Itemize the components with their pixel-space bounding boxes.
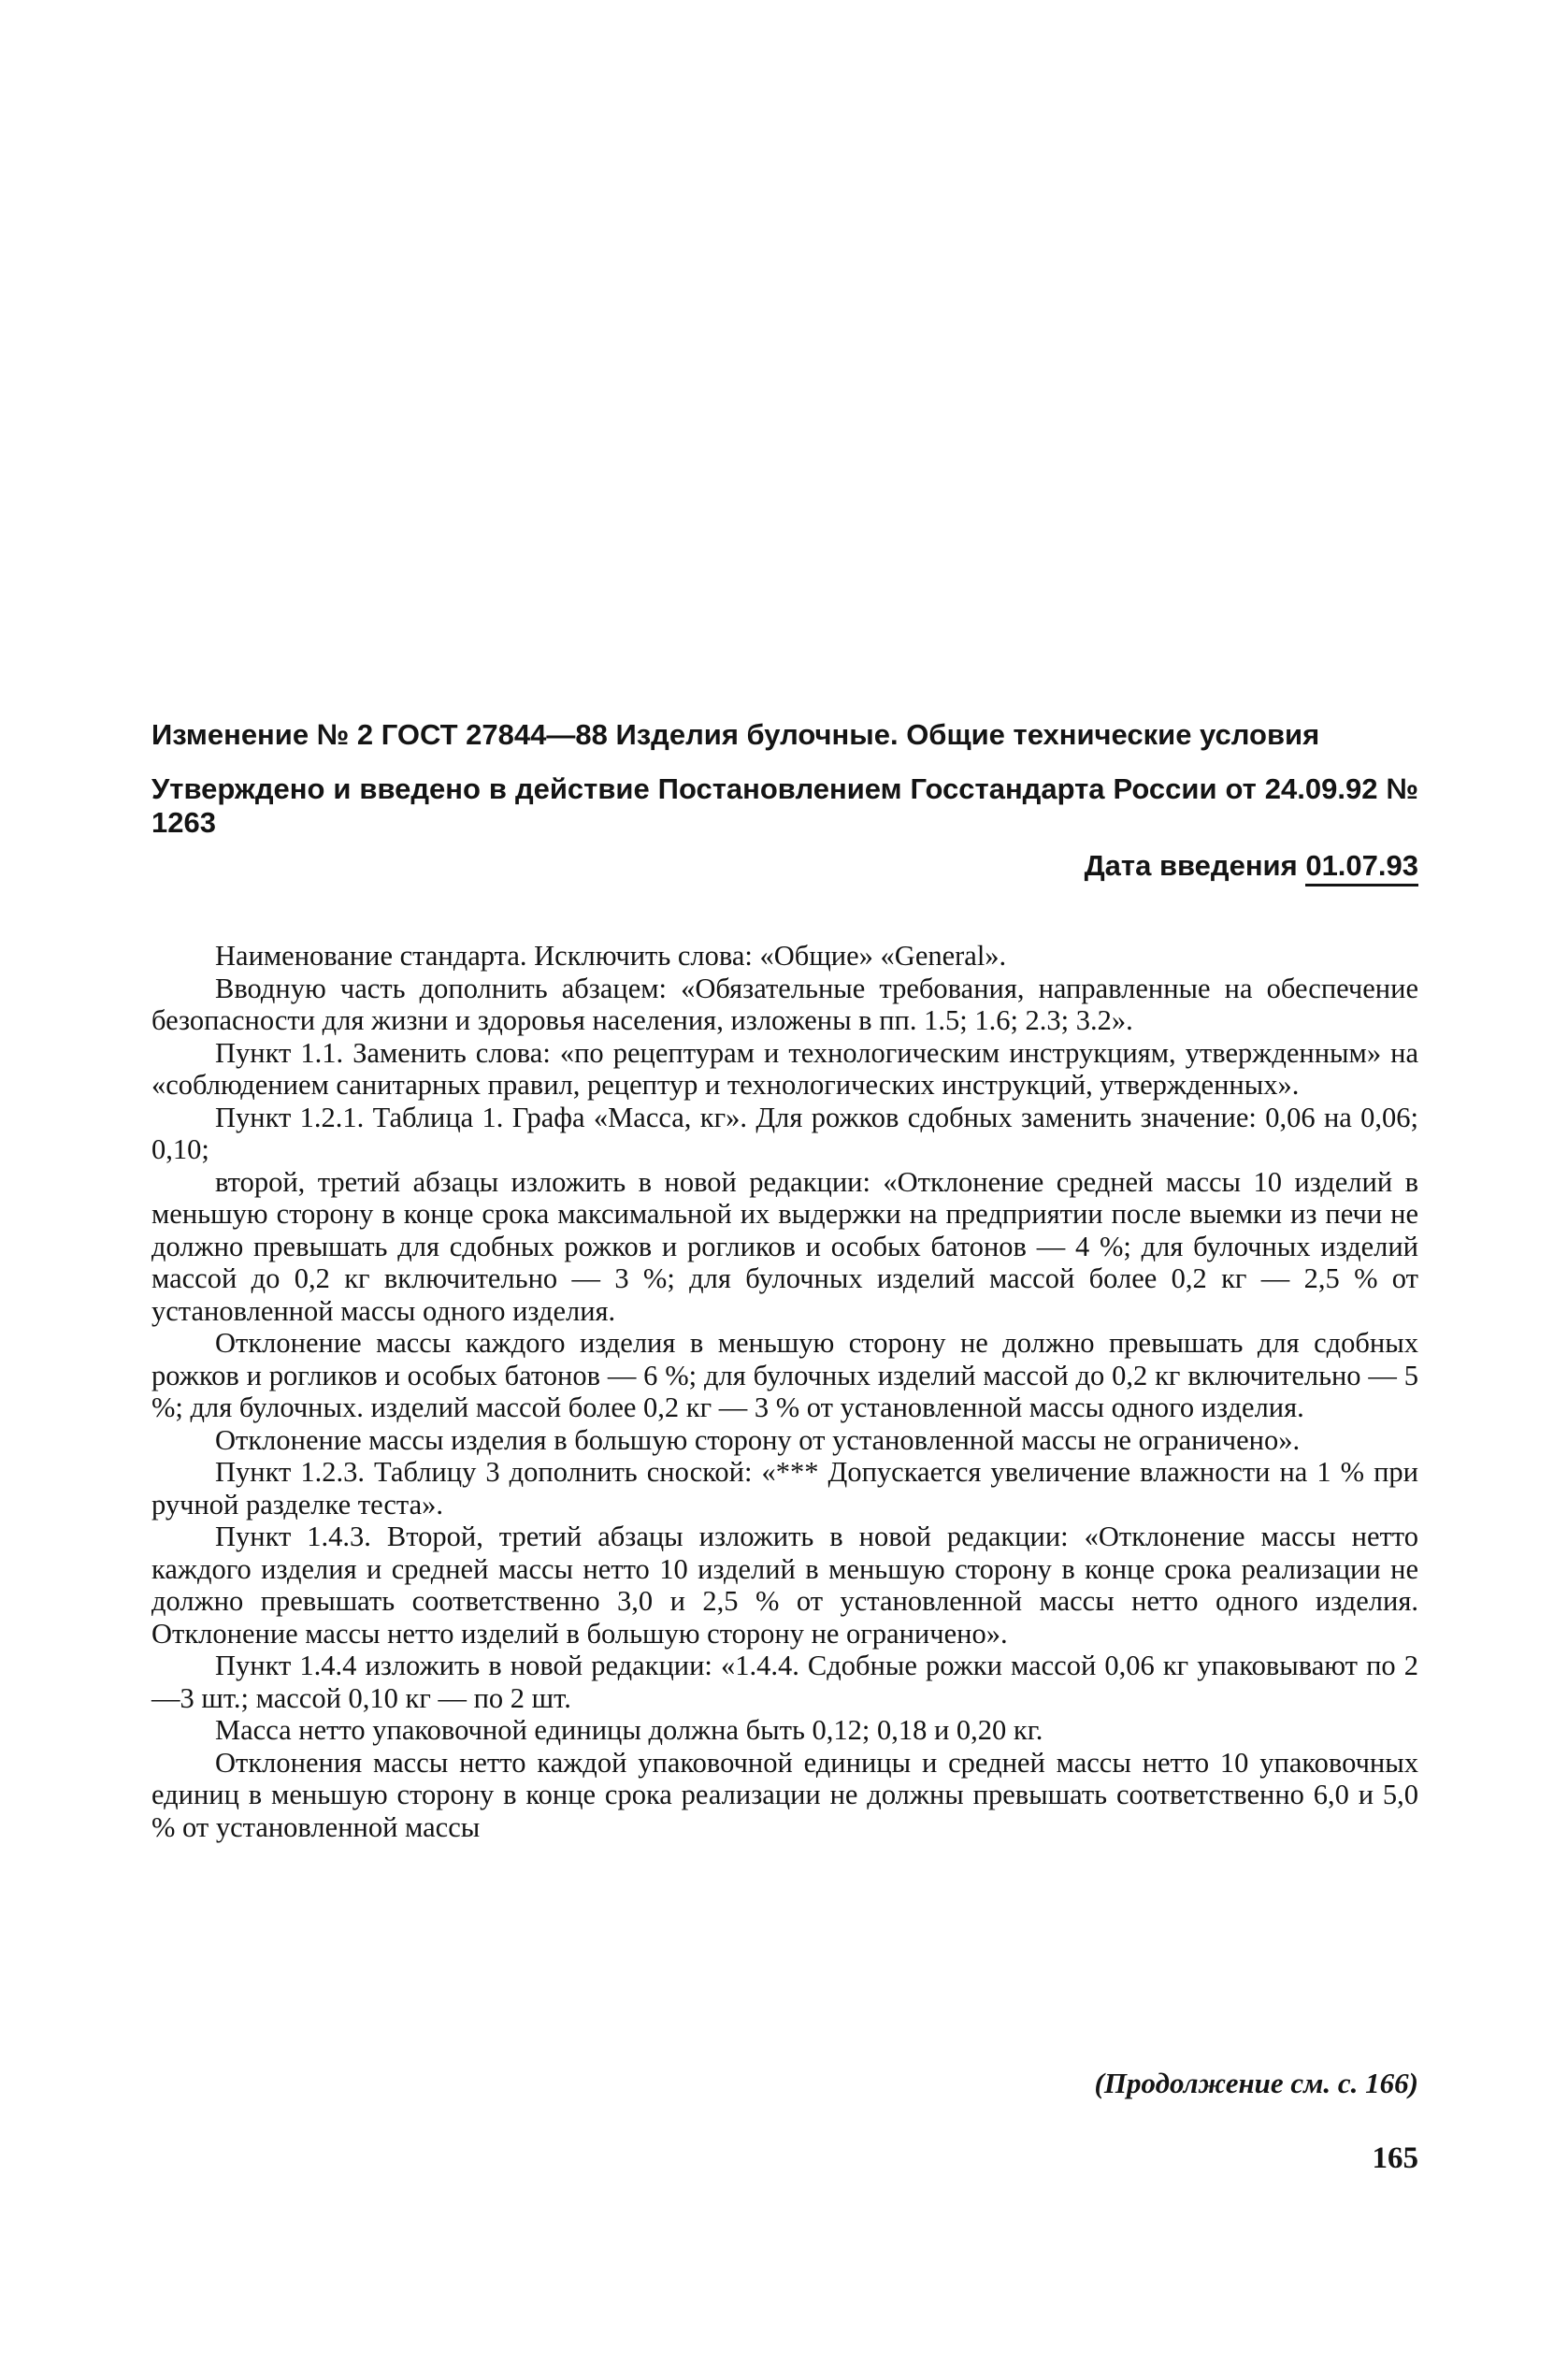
document-header	[151, 718, 1418, 883]
document-body	[151, 940, 1418, 1843]
paragraph: Пункт 1.1. Заменить слова: «по рецептурам и технологическим инструкциям, утвержденным» на «соблюдением санитарных правил, рецептур и технологических инструкций, утвержденных».	[151, 1036, 1418, 1101]
paragraph: второй, третий абзацы изложить в новой редакции: «Отклонение средней массы 10 изделий в меньшую сторону в конце срока максимальной их выдержки на предприятии после выемки из печи не должно превышать для сдобных рожков и рогликов и особых батонов — 4 %; для булочных изделий массой до 0,2 кг включительно — 3 %; для булочных изделий массой более 0,2 кг — 2,5 % от установленной массы одного изделия.	[151, 1165, 1418, 1327]
paragraph: Отклонение массы каждого изделия в меньшую сторону не должно превышать для сдобных рожков и рогликов и особых батонов — 6 %; для булочных изделий массой до 0,2 кг включительно — 5 %; для булочных. изделий массой более 0,2 кг — 3 % от установленной массы одного изделия.	[151, 1327, 1418, 1423]
effective-date-label: Дата введения	[1084, 849, 1298, 882]
paragraph: Отклонения массы нетто каждой упаковочной единицы и средней массы нетто 10 упаковочных единиц в меньшую сторону в конце срока реализации не должны превышать соответственно 6,0 и 5,0 % от установленной массы	[151, 1746, 1418, 1843]
effective-date-line	[151, 849, 1418, 883]
page-number: 165	[1372, 2141, 1418, 2175]
paragraph: Отклонение массы изделия в большую сторону от установленной массы не ограничено».	[215, 1423, 1301, 1456]
paragraph: Пункт 1.2.1. Таблица 1. Графа «Масса, кг». Для рожков сдобных заменить значение: 0,06 на 0,06; 0,10;	[151, 1101, 1418, 1165]
paragraph: Вводную часть дополнить абзацем: «Обязательные требования, направленные на обеспечение безопасности для жизни и здоровья населения, изложены в пп. 1.5; 1.6; 2.3; 3.2».	[151, 972, 1418, 1036]
paragraph: Наименование стандарта. Исключить слова: «Общие» «General».	[215, 940, 1007, 972]
paragraph: Масса нетто упаковочной единицы должна быть 0,12; 0,18 и 0,20 кг.	[215, 1714, 1043, 1746]
paragraph: Пункт 1.2.3. Таблицу 3 дополнить сноской: «*** Допускается увеличение влажности на 1 % при ручной разделке теста».	[151, 1456, 1418, 1521]
document-title: Изменение № 2 ГОСТ 27844—88 Изделия булочные. Общие технические условия	[151, 718, 1320, 751]
paragraph: Пункт 1.4.3. Второй, третий абзацы изложить в новой редакции: «Отклонение массы нетто каждого изделия и средней массы нетто 10 изделий в меньшую сторону в конце срока реализации не должно превышать соответственно 3,0 и 2,5 % от установленной массы нетто одного изделия. Отклонение массы нетто изделий в большую сторону не ограничено».	[151, 1521, 1418, 1650]
approval-line: Утверждено и введено в действие Постановлением Госстандарта России от 24.09.92 № 1263	[151, 772, 1418, 839]
paragraph: Пункт 1.4.4 изложить в новой редакции: «1.4.4. Сдобные рожки массой 0,06 кг упаковывают по 2—3 шт.; массой 0,10 кг — по 2 шт.	[151, 1650, 1418, 1714]
effective-date-value: 01.07.93	[1305, 849, 1418, 886]
continuation-note: (Продолжение см. с. 166)	[1094, 2067, 1418, 2099]
